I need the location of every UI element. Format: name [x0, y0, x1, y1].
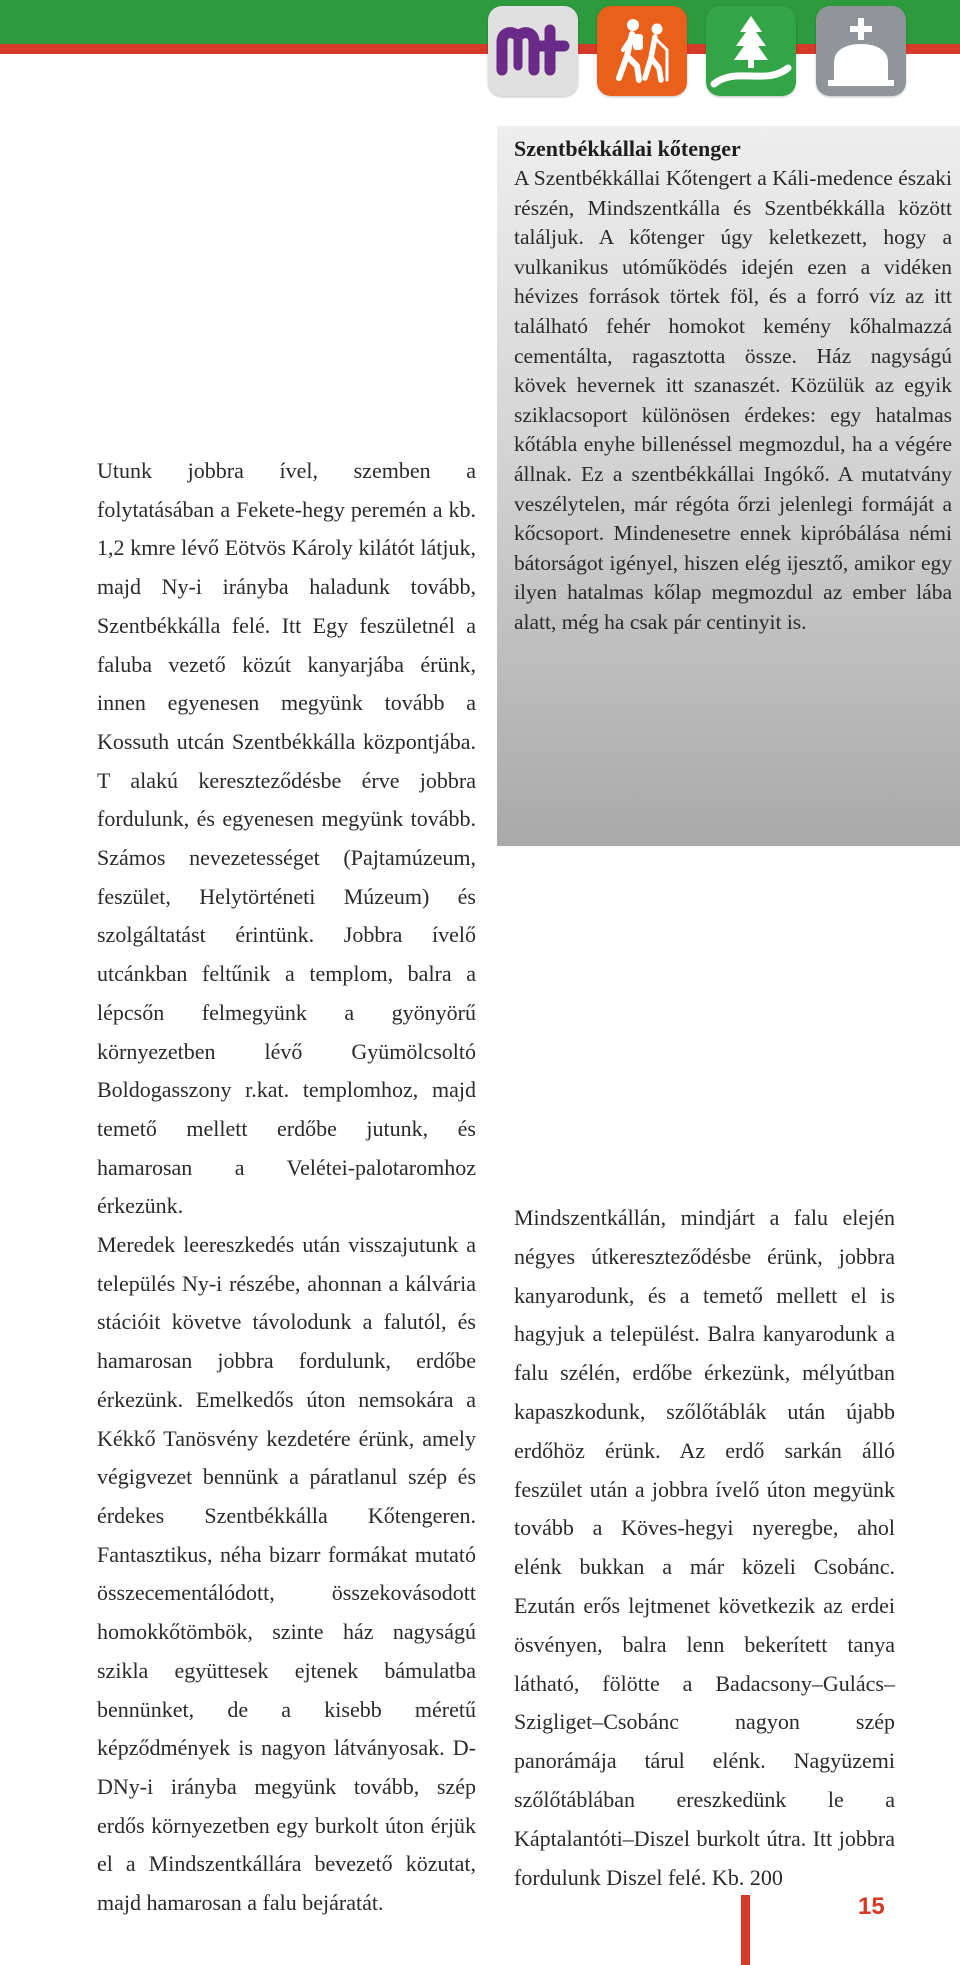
left-column — [97, 452, 476, 1923]
left-paragraph-1: Utunk jobbra ível, szemben a folytatásában a Fekete-hegy peremén a kb. 1,2 kmre lévő Eötvös Károly kilátót látjuk, majd Ny-i irányba haladunk tovább, Szentbékkálla felé. Itt Egy feszületnél a faluba vezető közút kanyarjába érünk, innen egyenesen megyünk tovább a Kossuth utcán Szentbékkálla központjába. T alakú kereszteződésbe érve jobbra fordulunk, és egyenesen megyünk tovább. Számos nevezetességet (Pajtamúzeum, feszület, Helytörténeti Múzeum) és szolgáltatást érintünk. Jobbra ívelő utcánkban feltűnik a templom, balra a lépcsőn felmegyünk a gyönyörű környezetben lévő Gyümölcsoltó Boldogasszony r.kat. templomhoz, majd temető mellett erdőbe jutunk, és hamarosan a Velétei-palotaromhoz érkezünk. — [97, 458, 476, 1219]
nature-trail-icon — [706, 6, 796, 96]
right-column — [514, 1199, 895, 1897]
sidebar-body: A Szentbékkállai Kőtengert a Káli-medence északi részén, Mindszentkálla és Szentbékkálla között találjuk. A kőtenger úgy keletkezett, hogy a vulkanikus utóműködés idején ezen a vidéken hévizes források törtek föl, és a forró víz az itt található fehér homokot kemény kőhalmazzá cementálta, ragasztotta össze. Ház nagyságú kövek hevernek itt szanaszét. Közülük az egyik sziklacsoport különösen érdekes: egy hatalmas kőtábla enyhe billenéssel megmozdul, ha a végére állnak. Ez a szentbékkállai Ingókő. A mutatvány veszélytelen, már régóta őrzi jelenlegi formáját a kőcsoport. Mindenesetre ennek kipróbálása némi bátorságot igényel, hiszen elég ijesztő, amikor egy ilyen hatalmas kőlap megmozdul az ember lába alatt, még ha csak pár centinyit is. — [514, 166, 952, 634]
sidebar-title: Szentbékkállai kőtenger — [514, 136, 741, 161]
left-paragraph-2: Meredek leereszkedés után visszajutunk a település Ny-i részébe, ahonnan a kálvária stációit követve távolodunk a falutól, és hamarosan jobbra fordulunk, erdőbe érkezünk. Emelkedős úton nemsokára a Kékkő Tanösvény kezdetére érünk, amely végigvezet bennünk a páratlanul szép és érdekes Szentbékkálla Kőtengeren. Fantasztikus, néha bizarr formákat mutató összecementálódott, összekovásodott homokkőtömbök, szinte ház nagyságú szikla együttesek ejtenek bámulatba bennünket, de a kisebb méretű képződmények is nagyon látványosak. D-DNy-i irányba megyünk tovább, szép erdős környezetben egy burkolt úton érjük el a Mindszentkállára bevezető közutat, majd hamarosan a falu bejáratát. — [97, 1232, 476, 1916]
hiking-icon — [597, 6, 687, 96]
heritage-icon — [488, 6, 578, 96]
page-number: 15 — [858, 1893, 885, 1920]
footer-red-bar — [741, 1895, 750, 1965]
church-icon — [816, 6, 906, 96]
right-paragraph-1: Mindszentkállán, mindjárt a falu elején négyes útkereszteződésbe érünk, jobbra kanyarodunk, és a temető mellett el is hagyjuk a települést. Balra kanyarodunk a falu szélén, erdőbe érkezünk, mélyútban kapaszkodunk, szőlőtáblák után újabb erdőhöz érünk. Az erdő sarkán álló feszület után a jobbra ívelő úton megyünk tovább a Köves-hegyi nyeregbe, ahol elénk bukkan a már közeli Csobánc. Ezután erős lejtmenet következik az erdei ösvényen, balra lenn bekerített tanya látható, fölötte a Badacsony–Gulács–Szigliget–Csobánc nagyon szép panorámája tárul elénk. Nagyüzemi szőlőtáblában ereszkedünk le a Káptalantóti–Diszel burkolt útra. Itt jobbra fordulunk Diszel felé. Kb. 200 — [514, 1205, 895, 1890]
